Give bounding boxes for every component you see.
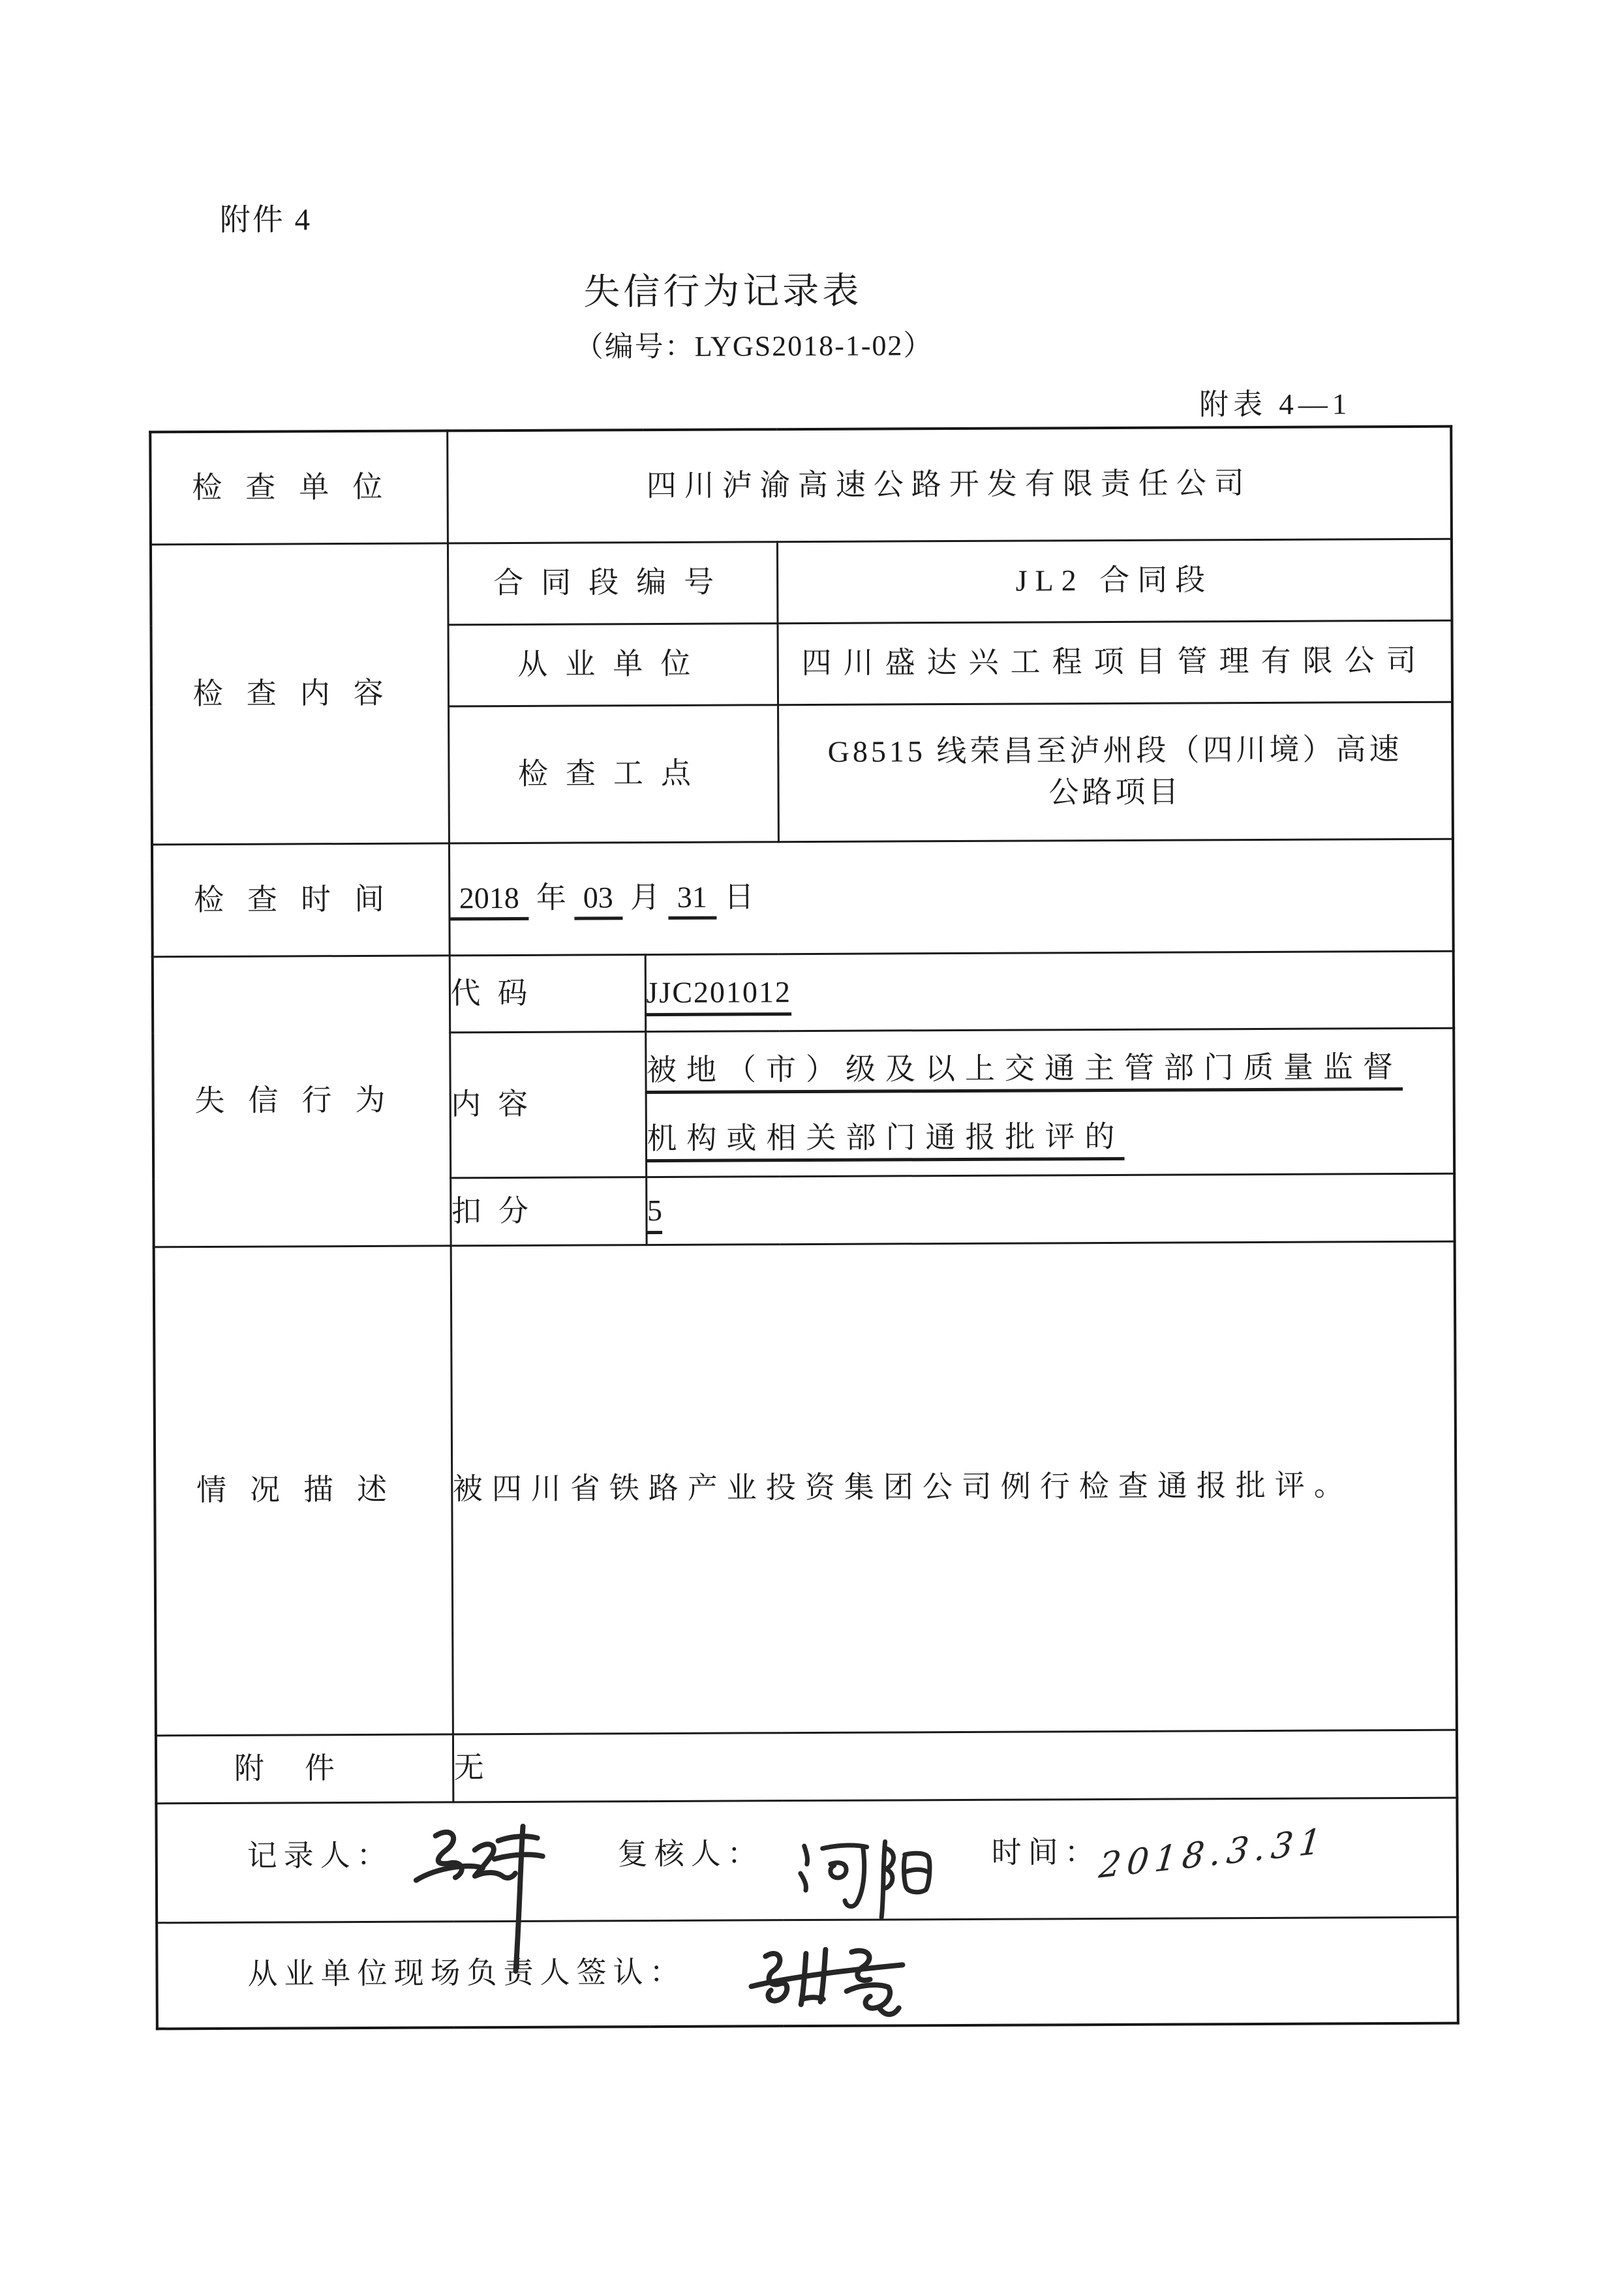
- attachment-value: 无: [453, 1730, 1457, 1802]
- year-unit: 年: [536, 881, 566, 914]
- inspection-content-label: 检查内容: [151, 543, 449, 844]
- row-behavior-code: [153, 951, 1454, 1034]
- deduction-value-text: 5: [647, 1193, 663, 1227]
- content-value-text: 被地（市）级及以上交通主管部门质量监督 机构或相关部门通报批评的: [646, 1050, 1403, 1155]
- inspection-year: 2018: [450, 882, 528, 921]
- day-unit: 日: [724, 880, 754, 914]
- table-number-label: 附表 4—1: [1198, 387, 1352, 421]
- practicing-unit-value: 四川盛达兴工程项目管理有限公司: [777, 620, 1452, 705]
- time-label: 时间：: [991, 1835, 1101, 1869]
- situation-label: 情况描述: [154, 1245, 453, 1735]
- document-number: （编号：LYGS2018-1-02）: [574, 329, 934, 363]
- deduction-value: [646, 1173, 1454, 1245]
- inspection-unit-value: 四川泸渝高速公路开发有限责任公司: [447, 427, 1452, 543]
- inspection-month: 03: [574, 881, 622, 920]
- code-value: [645, 951, 1454, 1031]
- inspection-day: 31: [668, 881, 716, 920]
- reviewer-handwritten-signature: [794, 1828, 945, 1933]
- contract-section-value: JL2 合同段: [777, 539, 1452, 624]
- time-handwritten-value: 2018.3.31: [1097, 1820, 1329, 1886]
- deduction-label: 扣分: [450, 1177, 646, 1245]
- site-manager-handwritten-signature: [742, 1935, 912, 2046]
- row-inspection-unit: [150, 427, 1452, 545]
- site-manager-confirm-cell: [157, 1917, 1458, 2029]
- page-title: 失信行为记录表: [583, 271, 862, 313]
- contract-section-label: 合同段编号: [448, 541, 778, 624]
- code-label: 代码: [450, 954, 646, 1032]
- site-manager-label: 从业单位现场负责人签认：: [247, 1955, 686, 1991]
- recorder-label: 记录人：: [247, 1838, 393, 1873]
- reviewer-label: 复核人：: [617, 1836, 764, 1871]
- month-unit: 月: [630, 880, 660, 914]
- row-signatures: [156, 1798, 1458, 1923]
- inspection-unit-label: 检查单位: [150, 430, 448, 544]
- row-attachment: [156, 1730, 1457, 1804]
- content-label: 内容: [450, 1031, 646, 1177]
- row-situation: [154, 1241, 1457, 1736]
- content-value: [645, 1028, 1454, 1177]
- record-form-table: [149, 425, 1459, 2031]
- situation-value: 被四川省铁路产业投资集团公司例行检查通报批评。: [451, 1241, 1457, 1734]
- inspection-site-label: 检查工点: [448, 704, 778, 843]
- attachment-number-label: 附件 4: [219, 203, 313, 237]
- inspection-time-value: [449, 839, 1454, 956]
- code-value-text: JJC201012: [646, 974, 792, 1009]
- attachment-label: 附件: [156, 1734, 453, 1803]
- row-contract-section: [151, 539, 1452, 626]
- practicing-unit-label: 从业单位: [448, 623, 778, 706]
- inspection-time-label: 检查时间: [152, 843, 450, 956]
- dishonest-behavior-label: 失信行为: [153, 955, 451, 1246]
- inspection-site-value: G8515 线荣昌至泸州段（四川境）高速 公路项目: [778, 702, 1453, 842]
- row-inspection-time: [152, 839, 1454, 957]
- signatures-cell: [156, 1798, 1458, 1923]
- row-site-manager-confirm: [157, 1917, 1458, 2029]
